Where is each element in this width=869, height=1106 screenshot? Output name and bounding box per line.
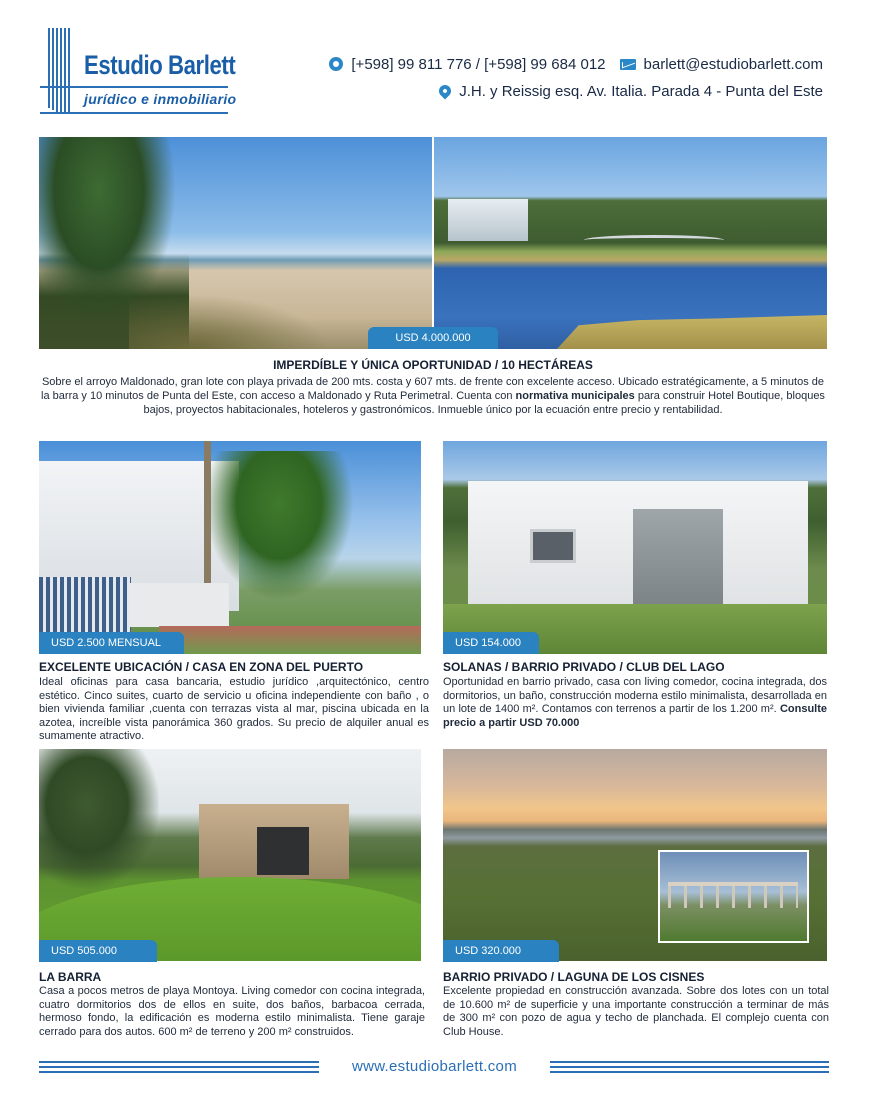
listing-price-tag-4: USD 320.000	[443, 940, 559, 962]
logo-bars	[38, 28, 78, 114]
hero-title: IMPERDÍBLE Y ÚNICA OPORTUNIDAD / 10 HECTÁREAS	[273, 358, 593, 372]
phone-numbers[interactable]: [+598] 99 811 776 / [+598] 99 684 012	[351, 55, 606, 73]
hero-description-highlight: normativa municipales	[515, 390, 635, 402]
listing-description-2: Oportunidad en barrio privado, casa con living comedor, cocina integrada, dos dormitorios, un baño, construcción moderna estilo minimalista, desarrollada en un lote de 1400 m². Contamos con terrenos a partir de los 1.200 m². Consulte precio a partir USD 70.000	[443, 676, 827, 729]
listing-photo-la-barra	[39, 749, 421, 961]
listing-photo-laguna	[443, 749, 827, 961]
listing-description-4: Excelente propiedad en construcción avanzada. Sobre dos lotes con un total de 10.600 m² de superficie y una importante construcción a terminar de más de 300 m² con pozo de agua y techo de planchada. El complejo cuenta con Club House.	[443, 985, 829, 1038]
whatsapp-icon	[329, 57, 343, 71]
brand-logo	[38, 28, 238, 114]
listing-price-tag-2: USD 154.000	[443, 632, 539, 654]
footer-rule-right	[550, 1061, 829, 1075]
location-pin-icon	[437, 83, 454, 100]
footer-rule-left	[39, 1061, 319, 1075]
listing-note-2: Consulte precio a partir USD 70.000	[443, 703, 827, 729]
hero-photo-beach	[39, 137, 432, 349]
brand-name: Estudio Barlett	[84, 50, 236, 80]
listing-price-tag-3: USD 505.000	[39, 940, 157, 962]
logo-rule-top	[40, 86, 228, 88]
listing-photo-puerto	[39, 441, 421, 654]
office-address: J.H. y Reissig esq. Av. Italia. Parada 4 - Punta del Este	[459, 82, 823, 100]
contact-row-address	[315, 80, 823, 102]
listing-photo-inset-construction	[658, 850, 809, 943]
hero-photo-lagoon	[434, 137, 827, 349]
listing-title-3: LA BARRA	[39, 970, 102, 984]
listing-description-3: Casa a pocos metros de playa Montoya. Living comedor con cocina integrada, cuatro dormitorios dos de ellos en suite, dos baños, barbacoa cerrada, hermoso fondo, la edificación es moderna estilo minimalista. Tiene garaje cerrado para dos autos. 600 m² de terreno y 200 m² construidos.	[39, 985, 425, 1038]
listing-title-1: EXCELENTE UBICACIÓN / CASA EN ZONA DEL PUERTO	[39, 660, 364, 674]
contact-block	[315, 53, 823, 102]
website-link[interactable]: www.estudiobarlett.com	[351, 1058, 517, 1075]
brand-tagline: jurídico e inmobiliario	[84, 91, 237, 107]
hero-price-tag: USD 4.000.000	[368, 327, 498, 349]
email-address[interactable]: barlett@estudiobarlett.com	[643, 55, 823, 73]
listing-title-2: SOLANAS / BARRIO PRIVADO / CLUB DEL LAGO	[443, 660, 725, 674]
contact-row-phone-email	[315, 53, 823, 75]
logo-rule-bottom	[40, 112, 228, 114]
listing-title-4: BARRIO PRIVADO / LAGUNA DE LOS CISNES	[443, 970, 705, 984]
mail-icon	[620, 59, 636, 70]
listing-description-1: Ideal oficinas para casa bancaria, estudio jurídico ,arquitectónico, centro estético. Cinco suites, cuarto de servicio u oficina independiente con baño , o bien vivienda familiar ,cuenta con terrazas vista al mar, piscina ubicada en la azotea, increíble vista panorámica 360 grados. Su precio de alquiler anual es sumamente atractivo.	[39, 676, 429, 743]
listing-photo-solanas	[443, 441, 827, 654]
listing-price-tag-1: USD 2.500 MENSUAL	[39, 632, 184, 654]
hero-description: Sobre el arroyo Maldonado, gran lote con playa privada de 200 mts. costa y 607 mts. de frente con excelente acceso. Ubicado estratégicamente, a 5 minutos de la barra y 10 minutos de Punta del Este, con acceso a Maldonado y Ruta Perimetral. Cuenta con normativa municipales para construir Hotel Boutique, bloques bajos, proyectos habitacionales, hoteleros y gastronómicos. Inmueble único por la ecuación entre precio y rentabilidad.	[41, 376, 825, 416]
